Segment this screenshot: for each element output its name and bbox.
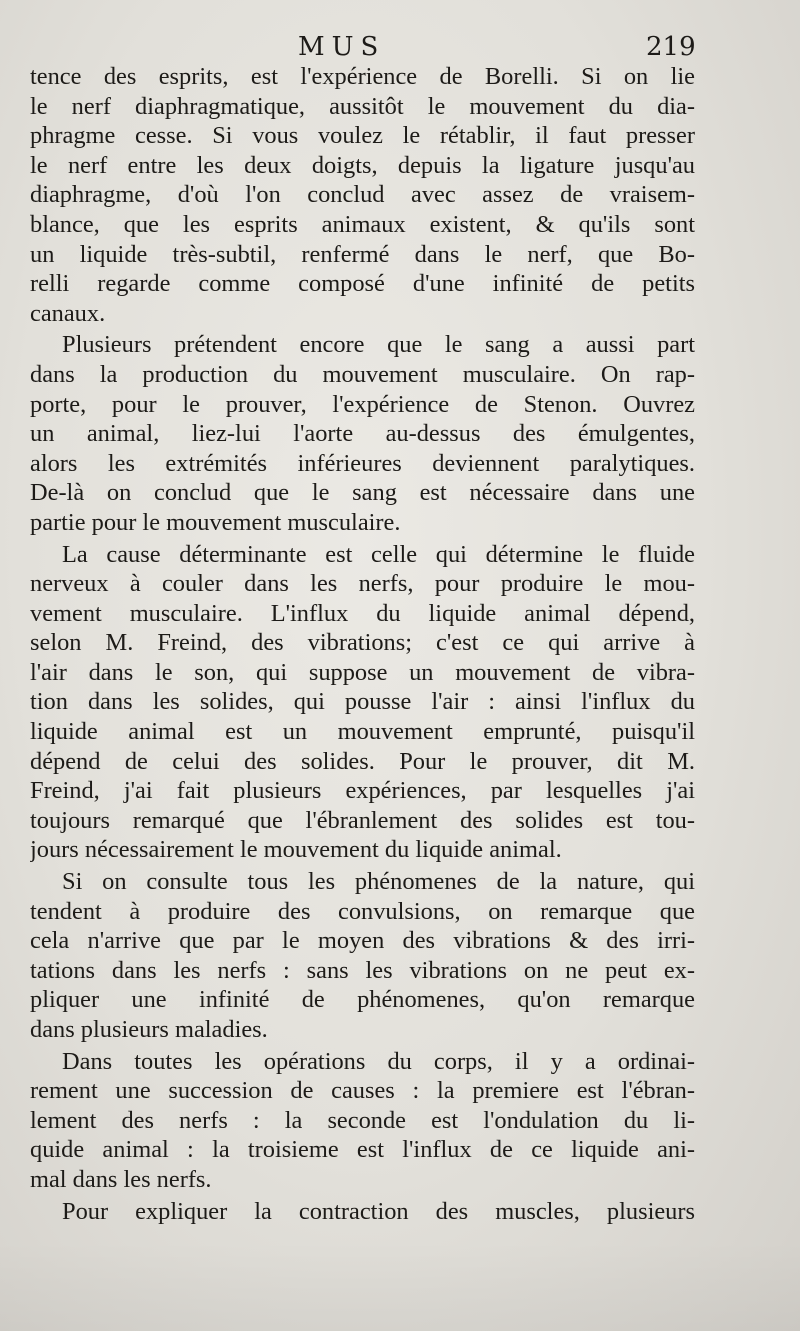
paragraph bbox=[30, 1047, 695, 1195]
text-line: liquide animal est un mouvement emprunté, puisqu'il bbox=[30, 718, 695, 746]
text-line: blance, que les esprits animaux existent, & qu'ils sont bbox=[30, 210, 695, 238]
text-line: l'air dans le son, qui suppose un mouvement de vibra- bbox=[30, 658, 695, 686]
text-line: tence des esprits, est l'expérience de Borelli. Si on lie bbox=[30, 63, 695, 90]
text-line: relli regarde comme composé d'une infinité de petits bbox=[30, 270, 695, 298]
text-line: porte, pour le prouver, l'expérience de Stenon. Ouvrez bbox=[30, 390, 695, 418]
text-line: un animal, liez-lui l'aorte au-dessus des émulgentes, bbox=[30, 420, 695, 448]
paragraph bbox=[30, 330, 695, 537]
text-line: cela n'arrive que par le moyen des vibrations & des irri- bbox=[30, 927, 695, 955]
text-line: toujours remarqué que l'ébranlement des solides est tou- bbox=[30, 806, 695, 834]
text-line: selon M. Freind, des vibrations; c'est ce qui arrive à bbox=[30, 629, 695, 657]
text-line: Freind, j'ai fait plusieurs expériences, par lesquelles j'ai bbox=[30, 777, 695, 805]
text-line: dépend de celui des solides. Pour le prouver, dit M. bbox=[30, 747, 695, 775]
text-line: Plusieurs prétendent encore que le sang a aussi part bbox=[62, 331, 695, 359]
text-line: vement musculaire. L'influx du liquide animal dépend, bbox=[30, 599, 695, 627]
text-line: un liquide très-subtil, renfermé dans le nerf, que Bo- bbox=[30, 240, 695, 268]
paragraph bbox=[30, 1197, 695, 1227]
text-line: le nerf entre les deux doigts, depuis la ligature jusqu'au bbox=[30, 151, 695, 179]
text-line: nerveux à couler dans les nerfs, pour produire le mou- bbox=[30, 570, 695, 598]
text-line: phragme cesse. Si vous voulez le rétablir, il faut presser bbox=[30, 122, 695, 150]
paragraph bbox=[30, 867, 695, 1045]
text-line: rement une succession de causes : la premiere est l'ébran- bbox=[30, 1077, 695, 1105]
text-line: De-là on conclud que le sang est nécessaire dans une bbox=[30, 479, 695, 507]
paragraph bbox=[30, 540, 695, 866]
text-line: quide animal : la troisieme est l'influx de ce liquide ani- bbox=[30, 1136, 695, 1164]
text-line: le nerf diaphragmatique, aussitôt le mouvement du dia- bbox=[30, 92, 695, 120]
text-line: lement des nerfs : la seconde est l'ondulation du li- bbox=[30, 1106, 695, 1134]
paragraph bbox=[30, 62, 695, 328]
text-line: mal dans les nerfs. bbox=[30, 1165, 212, 1193]
text-line: canaux. bbox=[30, 299, 106, 327]
text-line: partie pour le mouvement musculaire. bbox=[30, 508, 401, 536]
text-line: jours nécessairement le mouvement du liquide animal. bbox=[30, 836, 562, 864]
text-line: pliquer une infinité de phénomenes, qu'on remarque bbox=[30, 986, 695, 1014]
running-head: MUS bbox=[298, 32, 386, 62]
page-edge-shadow bbox=[0, 1241, 800, 1331]
page-header bbox=[0, 30, 800, 64]
text-line: diaphragme, d'où l'on conclud avec assez de vraisem- bbox=[30, 181, 695, 209]
text-line: tendent à produire des convulsions, on remarque que bbox=[30, 897, 695, 925]
text-line: Si on consulte tous les phénomenes de la nature, qui bbox=[62, 868, 695, 896]
text-line: Dans toutes les opérations du corps, il y a ordinai- bbox=[62, 1047, 695, 1075]
text-line: dans la production du mouvement musculaire. On rap- bbox=[30, 360, 695, 388]
text-line: alors les extrémités inférieures deviennent paralytiques. bbox=[30, 449, 695, 477]
text-line: Pour expliquer la contraction des muscles, plusieurs bbox=[62, 1197, 695, 1225]
text-line: tations dans les nerfs : sans les vibrations on ne peut ex- bbox=[30, 956, 695, 984]
text-line: La cause déterminante est celle qui détermine le fluide bbox=[62, 540, 695, 568]
text-line: tion dans les solides, qui pousse l'air : ainsi l'influx du bbox=[30, 688, 695, 716]
text-line: dans plusieurs maladies. bbox=[30, 1016, 268, 1043]
page-number: 219 bbox=[646, 32, 696, 62]
body-text bbox=[30, 62, 695, 1228]
